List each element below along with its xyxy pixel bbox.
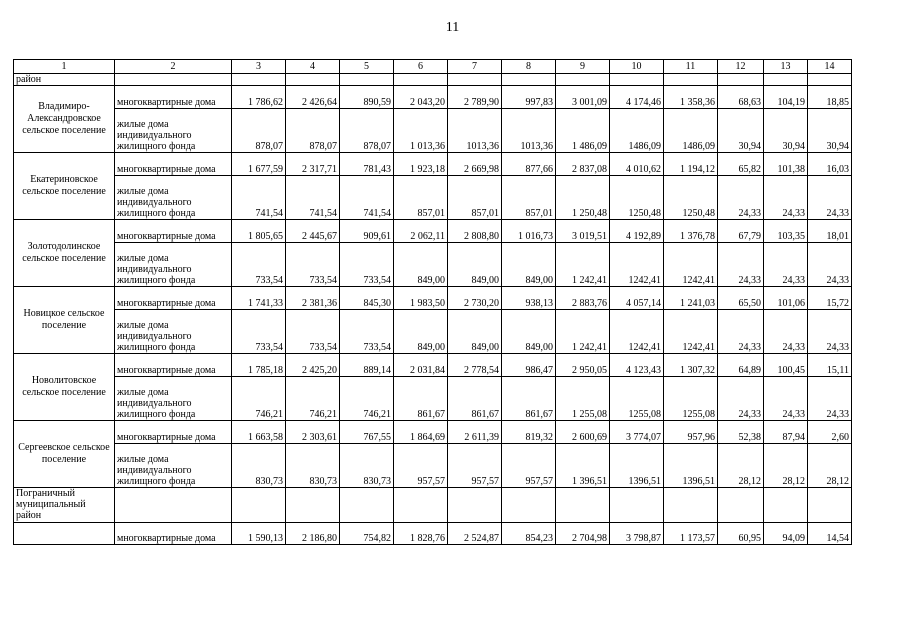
value-cell-col-10: 4 010,62 [610,153,664,176]
value-cell-col-13: 103,35 [764,220,808,243]
value-cell-col-11: 1 307,32 [664,354,718,377]
column-number-2: 2 [115,60,232,74]
housing-type-cell: жилые дома индивидуального жилищного фонда [115,310,232,354]
column-number-13: 13 [764,60,808,74]
value-cell-col-6: 849,00 [394,310,448,354]
value-cell-col-7: 1013,36 [448,109,502,153]
value-cell-col-12: 24,33 [718,310,764,354]
table-row [14,86,852,109]
value-cell-col-5: 909,61 [340,220,394,243]
housing-type-cell: жилые дома индивидуального жилищного фонда [115,243,232,287]
value-cell-col-11: 1486,09 [664,109,718,153]
table-row [14,444,852,488]
value-cell-col-10: 4 057,14 [610,287,664,310]
value-cell-col-8: 938,13 [502,287,556,310]
column-number-header [14,60,852,74]
value-cell-col-8: 997,83 [502,86,556,109]
value-cell-col-9: 2 704,98 [556,523,610,545]
value-cell-col-5: 781,43 [340,153,394,176]
value-cell-col-13: 101,38 [764,153,808,176]
table-row [14,354,852,377]
empty-cell [286,74,340,86]
value-cell-col-13: 24,33 [764,310,808,354]
table-row [14,220,852,243]
empty-cell [115,74,232,86]
value-cell-col-6: 1 013,36 [394,109,448,153]
value-cell-col-10: 4 123,43 [610,354,664,377]
value-cell-col-7: 2 789,90 [448,86,502,109]
value-cell-col-4: 2 317,71 [286,153,340,176]
column-number-3: 3 [232,60,286,74]
value-cell-col-10: 3 798,87 [610,523,664,545]
value-cell-col-13: 24,33 [764,377,808,421]
table-row [14,421,852,444]
value-cell-col-8: 819,32 [502,421,556,444]
value-cell-col-3: 746,21 [232,377,286,421]
housing-type-cell: многоквартирные дома [115,354,232,377]
housing-type-cell: многоквартирные дома [115,86,232,109]
value-cell-col-9: 1 242,41 [556,310,610,354]
empty-cell [448,74,502,86]
value-cell-col-7: 2 778,54 [448,354,502,377]
housing-type-cell: многоквартирные дома [115,220,232,243]
value-cell-col-5: 746,21 [340,377,394,421]
value-cell-col-4: 830,73 [286,444,340,488]
value-cell-col-11: 1255,08 [664,377,718,421]
empty-cell [502,488,556,523]
table-row [14,176,852,220]
value-cell-col-7: 861,67 [448,377,502,421]
value-cell-col-6: 1 923,18 [394,153,448,176]
value-cell-col-13: 94,09 [764,523,808,545]
column-number-14: 14 [808,60,852,74]
value-cell-col-4: 2 303,61 [286,421,340,444]
value-cell-col-8: 986,47 [502,354,556,377]
table-row [14,310,852,354]
table-row [14,287,852,310]
value-cell-col-6: 2 031,84 [394,354,448,377]
value-cell-col-6: 1 983,50 [394,287,448,310]
value-cell-col-3: 733,54 [232,243,286,287]
empty-cell [610,74,664,86]
empty-cell [664,488,718,523]
value-cell-col-14: 14,54 [808,523,852,545]
value-cell-col-6: 957,57 [394,444,448,488]
value-cell-col-12: 64,89 [718,354,764,377]
value-cell-col-5: 845,30 [340,287,394,310]
table-row [14,523,852,545]
table-row [14,377,852,421]
column-number-7: 7 [448,60,502,74]
value-cell-col-13: 30,94 [764,109,808,153]
empty-cell [115,488,232,523]
empty-cell [764,488,808,523]
value-cell-col-12: 67,79 [718,220,764,243]
value-cell-col-4: 2 381,36 [286,287,340,310]
value-cell-col-8: 854,23 [502,523,556,545]
housing-type-cell: многоквартирные дома [115,153,232,176]
value-cell-col-7: 849,00 [448,310,502,354]
value-cell-col-11: 1 358,36 [664,86,718,109]
value-cell-col-10: 1242,41 [610,243,664,287]
value-cell-col-8: 1 016,73 [502,220,556,243]
value-cell-col-4: 741,54 [286,176,340,220]
value-cell-col-9: 2 600,69 [556,421,610,444]
value-cell-col-7: 2 611,39 [448,421,502,444]
value-cell-col-9: 3 019,51 [556,220,610,243]
value-cell-col-5: 890,59 [340,86,394,109]
value-cell-col-7: 857,01 [448,176,502,220]
value-cell-col-8: 849,00 [502,310,556,354]
value-cell-col-12: 24,33 [718,243,764,287]
value-cell-col-13: 100,45 [764,354,808,377]
value-cell-col-4: 878,07 [286,109,340,153]
empty-cell [502,74,556,86]
empty-cell [232,488,286,523]
value-cell-col-11: 1 173,57 [664,523,718,545]
value-cell-col-6: 2 062,11 [394,220,448,243]
value-cell-col-14: 2,60 [808,421,852,444]
value-cell-col-13: 87,94 [764,421,808,444]
value-cell-col-12: 52,38 [718,421,764,444]
value-cell-col-6: 849,00 [394,243,448,287]
value-cell-col-3: 878,07 [232,109,286,153]
empty-cell [664,74,718,86]
empty-cell [718,74,764,86]
district-name-cell: Пограничный муниципальный район [14,488,115,523]
settlement-name-cell: Новицкое сельское поселение [14,287,115,354]
value-cell-col-5: 741,54 [340,176,394,220]
column-number-6: 6 [394,60,448,74]
value-cell-col-13: 24,33 [764,243,808,287]
value-cell-col-9: 2 883,76 [556,287,610,310]
value-cell-col-8: 849,00 [502,243,556,287]
value-cell-col-6: 1 828,76 [394,523,448,545]
tariff-table [13,59,852,545]
empty-cell [764,74,808,86]
housing-type-cell: жилые дома индивидуального жилищного фонда [115,444,232,488]
settlement-name-cell: Новолитовское сельское поселение [14,354,115,421]
value-cell-col-6: 2 043,20 [394,86,448,109]
district-label-cell: район [14,74,115,86]
value-cell-col-3: 1 677,59 [232,153,286,176]
housing-type-cell: многоквартирные дома [115,523,232,545]
value-cell-col-11: 957,96 [664,421,718,444]
value-cell-col-11: 1242,41 [664,310,718,354]
value-cell-col-10: 1255,08 [610,377,664,421]
column-number-5: 5 [340,60,394,74]
value-cell-col-12: 24,33 [718,176,764,220]
value-cell-col-9: 3 001,09 [556,86,610,109]
value-cell-col-12: 60,95 [718,523,764,545]
value-cell-col-4: 2 426,64 [286,86,340,109]
value-cell-col-3: 1 741,33 [232,287,286,310]
value-cell-col-3: 830,73 [232,444,286,488]
value-cell-col-7: 2 524,87 [448,523,502,545]
value-cell-col-4: 746,21 [286,377,340,421]
value-cell-col-7: 2 669,98 [448,153,502,176]
value-cell-col-3: 1 805,65 [232,220,286,243]
value-cell-col-9: 1 242,41 [556,243,610,287]
empty-cell [286,488,340,523]
housing-type-cell: многоквартирные дома [115,421,232,444]
value-cell-col-10: 1486,09 [610,109,664,153]
value-cell-col-9: 1 396,51 [556,444,610,488]
value-cell-col-3: 1 785,18 [232,354,286,377]
value-cell-col-8: 957,57 [502,444,556,488]
value-cell-col-12: 65,50 [718,287,764,310]
value-cell-col-11: 1250,48 [664,176,718,220]
empty-cell [394,74,448,86]
empty-cell [340,74,394,86]
empty-cell [808,74,852,86]
value-cell-col-14: 18,01 [808,220,852,243]
value-cell-col-8: 857,01 [502,176,556,220]
value-cell-col-7: 2 730,20 [448,287,502,310]
table-row [14,74,852,86]
value-cell-col-5: 733,54 [340,310,394,354]
settlement-name-cell: Сергеевское сельское поселение [14,421,115,488]
empty-cell [556,74,610,86]
value-cell-col-14: 30,94 [808,109,852,153]
value-cell-col-4: 2 425,20 [286,354,340,377]
value-cell-col-4: 733,54 [286,243,340,287]
empty-cell [340,488,394,523]
value-cell-col-5: 733,54 [340,243,394,287]
value-cell-col-10: 1250,48 [610,176,664,220]
value-cell-col-12: 30,94 [718,109,764,153]
value-cell-col-14: 16,03 [808,153,852,176]
value-cell-col-5: 830,73 [340,444,394,488]
column-number-10: 10 [610,60,664,74]
value-cell-col-4: 2 186,80 [286,523,340,545]
settlement-name-cell: Екатериновское сельское поселение [14,153,115,220]
value-cell-col-14: 24,33 [808,176,852,220]
value-cell-col-6: 857,01 [394,176,448,220]
value-cell-col-9: 2 837,08 [556,153,610,176]
empty-cell [808,488,852,523]
housing-type-cell: жилые дома индивидуального жилищного фонда [115,176,232,220]
column-number-11: 11 [664,60,718,74]
empty-cell [232,74,286,86]
value-cell-col-12: 68,63 [718,86,764,109]
value-cell-col-9: 1 250,48 [556,176,610,220]
value-cell-col-5: 889,14 [340,354,394,377]
table-row [14,243,852,287]
column-number-12: 12 [718,60,764,74]
table-row [14,109,852,153]
value-cell-col-4: 733,54 [286,310,340,354]
value-cell-col-7: 957,57 [448,444,502,488]
value-cell-col-14: 24,33 [808,377,852,421]
value-cell-col-11: 1 194,12 [664,153,718,176]
empty-cell [394,488,448,523]
value-cell-col-14: 24,33 [808,310,852,354]
value-cell-col-3: 1 663,58 [232,421,286,444]
value-cell-col-14: 28,12 [808,444,852,488]
value-cell-col-12: 28,12 [718,444,764,488]
value-cell-col-3: 741,54 [232,176,286,220]
settlement-name-cell: Владимиро-Александровское сельское поселение [14,86,115,153]
value-cell-col-11: 1 241,03 [664,287,718,310]
value-cell-col-14: 18,85 [808,86,852,109]
empty-cell [14,523,115,545]
value-cell-col-10: 1396,51 [610,444,664,488]
value-cell-col-10: 4 174,46 [610,86,664,109]
value-cell-col-6: 861,67 [394,377,448,421]
value-cell-col-14: 15,72 [808,287,852,310]
table-row [14,488,852,523]
value-cell-col-3: 1 590,13 [232,523,286,545]
value-cell-col-9: 1 255,08 [556,377,610,421]
value-cell-col-4: 2 445,67 [286,220,340,243]
value-cell-col-11: 1242,41 [664,243,718,287]
value-cell-col-12: 65,82 [718,153,764,176]
settlement-name-cell: Золотодолинское сельское поселение [14,220,115,287]
housing-type-cell: жилые дома индивидуального жилищного фонда [115,109,232,153]
value-cell-col-5: 878,07 [340,109,394,153]
value-cell-col-7: 849,00 [448,243,502,287]
value-cell-col-8: 877,66 [502,153,556,176]
value-cell-col-14: 15,11 [808,354,852,377]
column-number-4: 4 [286,60,340,74]
value-cell-col-7: 2 808,80 [448,220,502,243]
empty-cell [448,488,502,523]
value-cell-col-3: 1 786,62 [232,86,286,109]
value-cell-col-8: 1013,36 [502,109,556,153]
value-cell-col-11: 1 376,78 [664,220,718,243]
value-cell-col-3: 733,54 [232,310,286,354]
value-cell-col-13: 104,19 [764,86,808,109]
value-cell-col-13: 101,06 [764,287,808,310]
value-cell-col-6: 1 864,69 [394,421,448,444]
value-cell-col-5: 754,82 [340,523,394,545]
value-cell-col-9: 2 950,05 [556,354,610,377]
value-cell-col-11: 1396,51 [664,444,718,488]
empty-cell [556,488,610,523]
value-cell-col-12: 24,33 [718,377,764,421]
value-cell-col-13: 24,33 [764,176,808,220]
housing-type-cell: многоквартирные дома [115,287,232,310]
column-number-1: 1 [14,60,115,74]
value-cell-col-5: 767,55 [340,421,394,444]
empty-cell [610,488,664,523]
page-number: 11 [445,20,460,35]
empty-cell [718,488,764,523]
column-number-8: 8 [502,60,556,74]
value-cell-col-10: 1242,41 [610,310,664,354]
value-cell-col-9: 1 486,09 [556,109,610,153]
value-cell-col-14: 24,33 [808,243,852,287]
value-cell-col-13: 28,12 [764,444,808,488]
value-cell-col-10: 3 774,07 [610,421,664,444]
table-row [14,153,852,176]
housing-type-cell: жилые дома индивидуального жилищного фонда [115,377,232,421]
value-cell-col-10: 4 192,89 [610,220,664,243]
value-cell-col-8: 861,67 [502,377,556,421]
column-number-9: 9 [556,60,610,74]
